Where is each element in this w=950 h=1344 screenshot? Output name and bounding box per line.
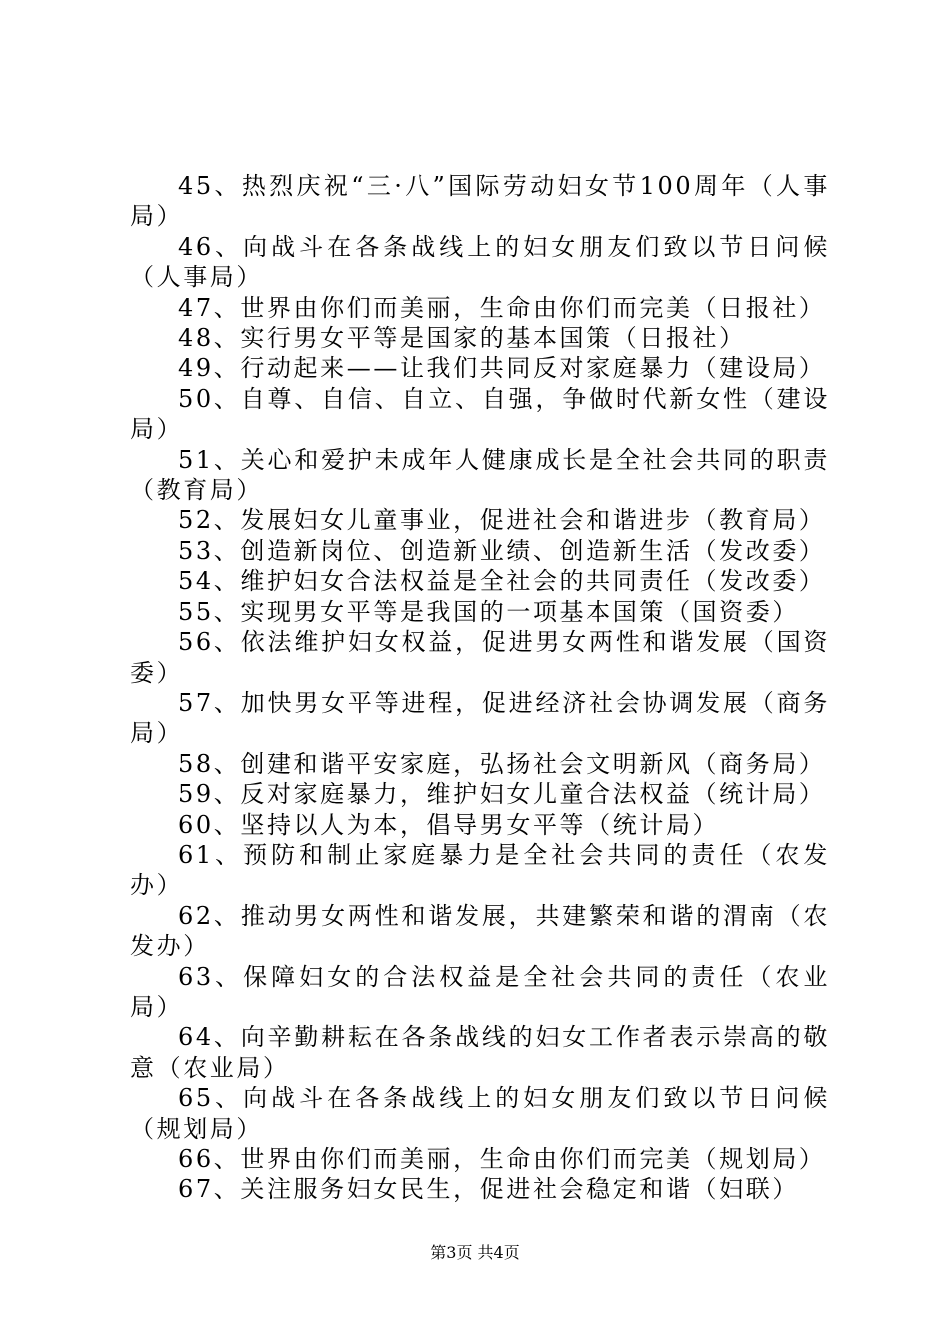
slogan-item: 45、热烈庆祝“三·八”国际劳动妇女节100周年（人事局） [130, 172, 830, 231]
slogan-item: 65、向战斗在各条战线上的妇女朋友们致以节日问候（规划局） [130, 1084, 830, 1143]
slogan-item: 58、创建和谐平安家庭，弘扬社会文明新风（商务局） [178, 749, 826, 778]
slogan-item: 49、行动起来——让我们共同反对家庭暴力（建设局） [178, 354, 826, 383]
slogan-item: 56、依法维护妇女权益，促进男女两性和谐发展（国资委） [130, 628, 830, 687]
slogan-item: 51、关心和爱护未成年人健康成长是全社会共同的职责（教育局） [130, 445, 830, 505]
slogan-item: 47、世界由你们而美丽，生命由你们而完美（日报社） [178, 293, 826, 322]
slogan-item: 54、维护妇女合法权益是全社会的共同责任（发改委） [178, 567, 826, 596]
slogan-item: 46、向战斗在各条战线上的妇女朋友们致以节日问候（人事局） [130, 232, 830, 292]
slogan-item: 67、关注服务妇女民生，促进社会稳定和谐（妇联） [178, 1175, 799, 1204]
slogan-item: 48、实行男女平等是国家的基本国策（日报社） [178, 324, 746, 353]
slogan-item: 59、反对家庭暴力，维护妇女儿童合法权益（统计局） [178, 780, 826, 809]
slogan-item: 60、坚持以人为本，倡导男女平等（统计局） [178, 810, 720, 839]
slogan-item: 66、世界由你们而美丽，生命由你们而完美（规划局） [178, 1145, 826, 1173]
slogan-item: 50、自尊、自信、自立、自强，争做时代新女性（建设局） [130, 384, 830, 444]
slogan-item: 52、发展妇女儿童事业，促进社会和谐进步（教育局） [178, 506, 826, 535]
slogan-item: 61、预防和制止家庭暴力是全社会共同的责任（农发办） [130, 840, 830, 900]
document-body [130, 171, 830, 1205]
slogan-item: 64、向辛勤耕耘在各条战线的妇女工作者表示崇高的敬意（农业局） [130, 1023, 830, 1082]
slogan-item: 55、实现男女平等是我国的一项基本国策（国资委） [178, 597, 799, 626]
slogan-item: 62、推动男女两性和谐发展，共建繁荣和谐的渭南（农发办） [130, 901, 830, 961]
slogan-item: 53、创造新岗位、创造新业绩、创造新生活（发改委） [178, 536, 826, 565]
slogan-item: 63、保障妇女的合法权益是全社会共同的责任（农业局） [130, 962, 830, 1021]
page-number-footer: 第3页 共4页 [430, 1243, 520, 1262]
slogan-item: 57、加快男女平等进程，促进经济社会协调发展（商务局） [130, 688, 830, 748]
